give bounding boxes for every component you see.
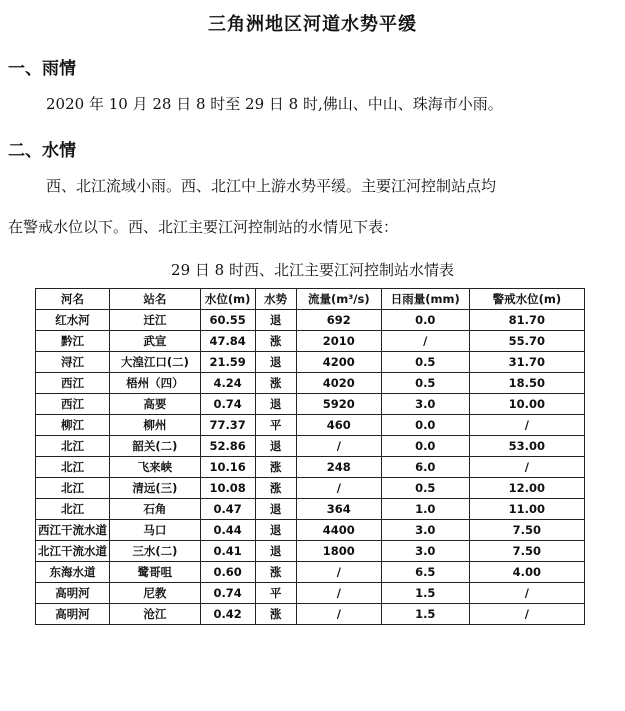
cell-trend: 涨 (255, 562, 296, 583)
cell-river: 北江 (36, 478, 110, 499)
cell-trend: 退 (255, 520, 296, 541)
cell-water-level: 0.47 (200, 499, 255, 520)
cell-flow: 1800 (296, 541, 381, 562)
page-title: 三角洲地区河道水势平缓 (208, 14, 417, 35)
cell-trend: 涨 (255, 373, 296, 394)
header-warning-level: 警戒水位(m) (469, 289, 584, 310)
table-row (36, 415, 585, 436)
cell-daily-rain: 0.5 (381, 478, 469, 499)
cell-trend: 涨 (255, 457, 296, 478)
table-row (36, 394, 585, 415)
table-header-row (36, 289, 585, 310)
cell-station: 三水(二) (110, 541, 201, 562)
cell-warning-level: 53.00 (469, 436, 584, 457)
cell-flow: 5920 (296, 394, 381, 415)
cell-water-level: 0.42 (200, 604, 255, 625)
cell-daily-rain: 3.0 (381, 541, 469, 562)
cell-water-level: 47.84 (200, 331, 255, 352)
cell-trend: 退 (255, 394, 296, 415)
cell-river: 红水河 (36, 310, 110, 331)
cell-warning-level: 10.00 (469, 394, 584, 415)
cell-trend: 平 (255, 583, 296, 604)
table-row (36, 583, 585, 604)
cell-flow: 4200 (296, 352, 381, 373)
table-row (36, 373, 585, 394)
cell-flow: / (296, 583, 381, 604)
water-status-table (35, 288, 585, 625)
table-caption: 29 日 8 时西、北江主要江河控制站水情表 (171, 261, 454, 279)
cell-water-level: 21.59 (200, 352, 255, 373)
cell-station: 迁江 (110, 310, 201, 331)
cell-trend: 涨 (255, 604, 296, 625)
cell-river: 高明河 (36, 604, 110, 625)
cell-water-level: 0.41 (200, 541, 255, 562)
cell-water-level: 0.74 (200, 583, 255, 604)
cell-warning-level: 81.70 (469, 310, 584, 331)
header-water-level: 水位(m) (200, 289, 255, 310)
cell-daily-rain: 3.0 (381, 520, 469, 541)
table-row (36, 352, 585, 373)
table-row (36, 541, 585, 562)
cell-river: 黔江 (36, 331, 110, 352)
cell-flow: / (296, 562, 381, 583)
cell-river: 东海水道 (36, 562, 110, 583)
cell-warning-level: 12.00 (469, 478, 584, 499)
cell-flow: 248 (296, 457, 381, 478)
cell-river: 高明河 (36, 583, 110, 604)
cell-river: 北江干流水道 (36, 541, 110, 562)
cell-trend: 退 (255, 310, 296, 331)
cell-water-level: 0.74 (200, 394, 255, 415)
cell-daily-rain: 1.0 (381, 499, 469, 520)
rain-paragraph: 2020 年 10 月 28 日 8 时至 29 日 8 时,佛山、中山、珠海市小雨。 (46, 95, 503, 113)
cell-trend: 退 (255, 352, 296, 373)
cell-trend: 涨 (255, 331, 296, 352)
table-row (36, 331, 585, 352)
table-row (36, 520, 585, 541)
cell-water-level: 0.60 (200, 562, 255, 583)
cell-river: 西江干流水道 (36, 520, 110, 541)
cell-river: 北江 (36, 457, 110, 478)
cell-warning-level: / (469, 604, 584, 625)
header-trend: 水势 (255, 289, 296, 310)
cell-water-level: 77.37 (200, 415, 255, 436)
cell-water-level: 0.44 (200, 520, 255, 541)
cell-warning-level: 31.70 (469, 352, 584, 373)
cell-water-level: 4.24 (200, 373, 255, 394)
cell-daily-rain: 0.0 (381, 310, 469, 331)
cell-water-level: 10.16 (200, 457, 255, 478)
cell-station: 大湟江口(二) (110, 352, 201, 373)
header-flow: 流量(m³/s) (296, 289, 381, 310)
cell-warning-level: 4.00 (469, 562, 584, 583)
cell-daily-rain: 6.0 (381, 457, 469, 478)
cell-daily-rain: 1.5 (381, 583, 469, 604)
cell-flow: 4020 (296, 373, 381, 394)
cell-flow: 2010 (296, 331, 381, 352)
cell-station: 鹭哥咀 (110, 562, 201, 583)
cell-river: 北江 (36, 499, 110, 520)
cell-trend: 涨 (255, 478, 296, 499)
cell-daily-rain: 3.0 (381, 394, 469, 415)
table-row (36, 499, 585, 520)
table-row (36, 310, 585, 331)
water-paragraph-line-2: 在警戒水位以下。西、北江主要江河控制站的水情见下表： (8, 218, 399, 236)
cell-warning-level: 18.50 (469, 373, 584, 394)
cell-warning-level: 55.70 (469, 331, 584, 352)
cell-flow: 364 (296, 499, 381, 520)
cell-flow: / (296, 436, 381, 457)
cell-station: 高要 (110, 394, 201, 415)
cell-warning-level: / (469, 415, 584, 436)
cell-station: 飞来峡 (110, 457, 201, 478)
table-row (36, 562, 585, 583)
header-river: 河名 (36, 289, 110, 310)
cell-station: 沧江 (110, 604, 201, 625)
cell-warning-level: / (469, 583, 584, 604)
cell-flow: / (296, 604, 381, 625)
cell-station: 尼教 (110, 583, 201, 604)
cell-trend: 平 (255, 415, 296, 436)
header-daily-rain: 日雨量(mm) (381, 289, 469, 310)
cell-station: 柳州 (110, 415, 201, 436)
cell-flow: 692 (296, 310, 381, 331)
cell-flow: / (296, 478, 381, 499)
cell-river: 西江 (36, 373, 110, 394)
table-row (36, 436, 585, 457)
table-row (36, 604, 585, 625)
cell-trend: 退 (255, 541, 296, 562)
section-heading-rain: 一、雨情 (8, 59, 76, 79)
cell-station: 韶关(二) (110, 436, 201, 457)
cell-river: 柳江 (36, 415, 110, 436)
cell-daily-rain: 0.0 (381, 436, 469, 457)
cell-warning-level: 11.00 (469, 499, 584, 520)
cell-daily-rain: 0.5 (381, 373, 469, 394)
cell-trend: 退 (255, 436, 296, 457)
water-paragraph-line-1: 西、北江流域小雨。西、北江中上游水势平缓。主要江河控制站点均 (46, 177, 497, 195)
cell-station: 武宣 (110, 331, 201, 352)
cell-water-level: 52.86 (200, 436, 255, 457)
cell-warning-level: 7.50 (469, 520, 584, 541)
cell-daily-rain: 0.0 (381, 415, 469, 436)
cell-station: 梧州（四） (110, 373, 201, 394)
cell-river: 浔江 (36, 352, 110, 373)
cell-trend: 退 (255, 499, 296, 520)
cell-water-level: 10.08 (200, 478, 255, 499)
cell-flow: 4400 (296, 520, 381, 541)
table-row (36, 478, 585, 499)
cell-river: 北江 (36, 436, 110, 457)
cell-water-level: 60.55 (200, 310, 255, 331)
cell-warning-level: / (469, 457, 584, 478)
cell-warning-level: 7.50 (469, 541, 584, 562)
cell-river: 西江 (36, 394, 110, 415)
cell-daily-rain: 6.5 (381, 562, 469, 583)
cell-station: 马口 (110, 520, 201, 541)
cell-station: 石角 (110, 499, 201, 520)
cell-station: 清远(三) (110, 478, 201, 499)
cell-daily-rain: 0.5 (381, 352, 469, 373)
cell-flow: 460 (296, 415, 381, 436)
cell-daily-rain: / (381, 331, 469, 352)
cell-daily-rain: 1.5 (381, 604, 469, 625)
header-station: 站名 (110, 289, 201, 310)
section-heading-water: 二、水情 (8, 141, 76, 161)
table-row (36, 457, 585, 478)
